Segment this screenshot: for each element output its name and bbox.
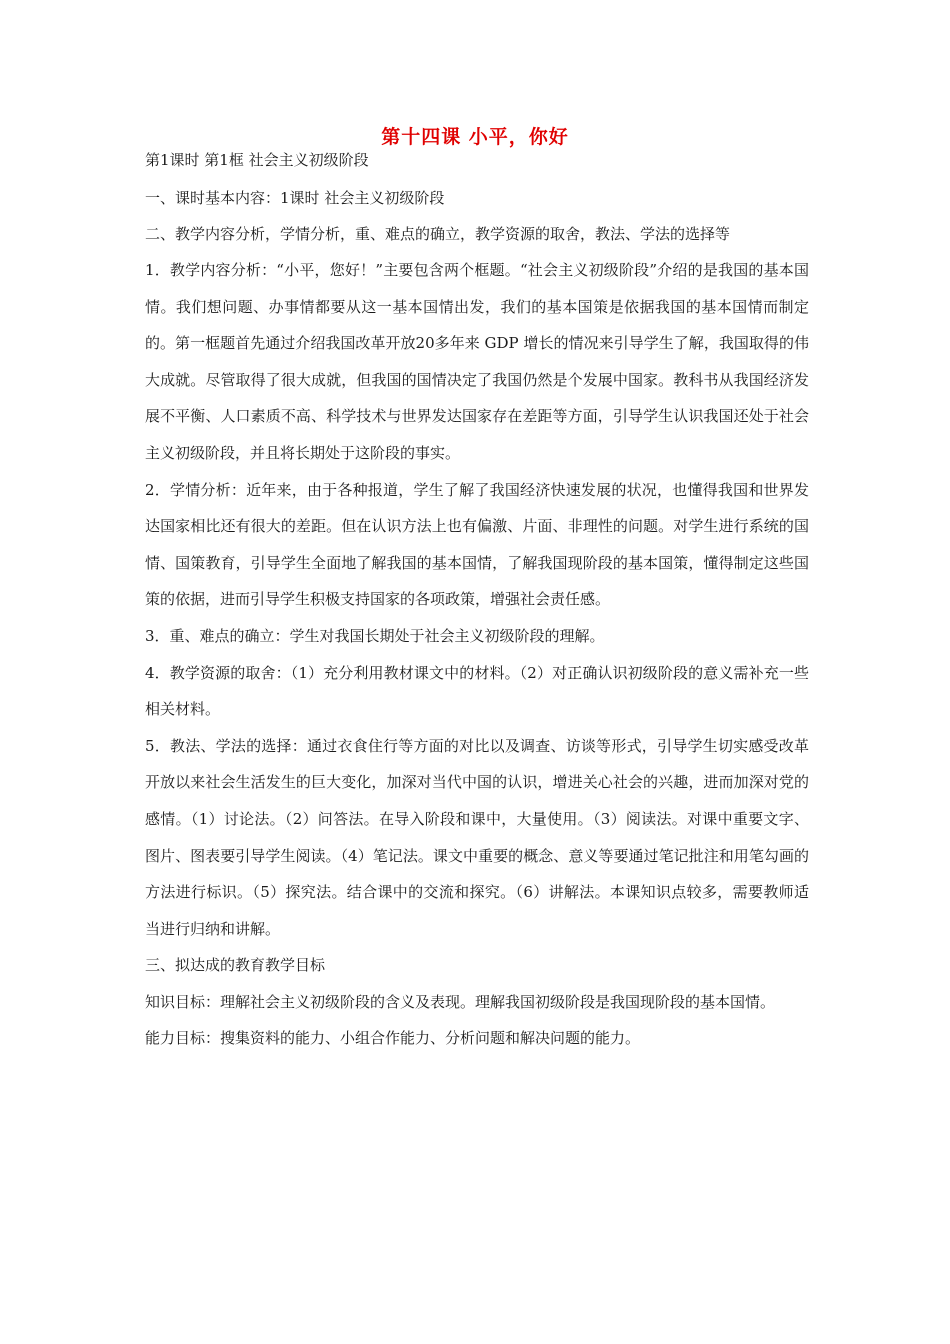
paragraph-knowledge-goal: 知识目标：理解社会主义初级阶段的含义及表现。理解我国初级阶段是我国现阶段的基本国情。 [145, 992, 776, 1011]
paragraph-content-analysis: 1．教学内容分析：“小平，您好！”主要包含两个框题。“社会主义初级阶段”介绍的是我国的基本国情。我们想问题、办事情都要从这一基本国情出发，我们的基本国策是依据我国的基本国情而制定的。第一框题首先通过介绍我国改革开放20多年来 GDP 增长的情况来引导学生了解，我国取得的伟大成就。尽管取得了很大成就，但我国的国情决定了我国仍然是个发展中国家。教科书从我国经济发展不平衡、人口素质不高、科学技术与世界发达国家存在差距等方面，引导学生认识我国还处于社会主义初级阶段，并且将长期处于这阶段的事实。 [145, 261, 809, 462]
paragraph-ability-goal: 能力目标：搜集资料的能力、小组合作能力、分析问题和解决问题的能力。 [145, 1029, 641, 1048]
lesson-header-line: 第1课时 第1框 社会主义初级阶段 [145, 151, 369, 169]
document-body [145, 150, 809, 1057]
section-3-heading: 三、拟达成的教育教学目标 [145, 956, 326, 975]
document-title: 第十四课 小平，你好 [381, 126, 569, 148]
paragraph-student-analysis: 2．学情分析：近年来，由于各种报道，学生了解了我国经济快速发展的状况，也懂得我国和世界发达国家相比还有很大的差距。但在认识方法上也有偏激、片面、非理性的问题。对学生进行系统的国情、国策教育，引导学生全面地了解我国的基本国情，了解我国现阶段的基本国策，懂得制定这些国策的依据，进而引导学生积极支持国家的各项政策，增强社会责任感。 [145, 480, 809, 609]
paragraph-methods: 5．教法、学法的选择：通过衣食住行等方面的对比以及调查、访谈等形式，引导学生切实感受改革开放以来社会生活发生的巨大变化，加深对当代中国的认识，增进关心社会的兴趣，进而加深对党的感情。（1）讨论法。（2）问答法。在导入阶段和课中，大量使用。（3）阅读法。对课中重要文字、图片、图表要引导学生阅读。（4）笔记法。课文中重要的概念、意义等要通过笔记批注和用笔勾画的方法进行标识。（5）探究法。结合课中的交流和探究。（6）讲解法。本课知识点较多，需要教师适当进行归纳和讲解。 [145, 736, 809, 938]
paragraph-resources: 4．教学资源的取舍：（1）充分利用教材课文中的材料。（2）对正确认识初级阶段的意义需补充一些相关材料。 [145, 663, 809, 719]
paragraph-key-points: 3．重、难点的确立：学生对我国长期处于社会主义初级阶段的理解。 [145, 626, 605, 645]
section-1-heading: 一、课时基本内容：1课时 社会主义初级阶段 [145, 189, 445, 207]
section-2-heading: 二、教学内容分析，学情分析，重、难点的确立，教学资源的取舍，教法、学法的选择等 [145, 225, 731, 243]
